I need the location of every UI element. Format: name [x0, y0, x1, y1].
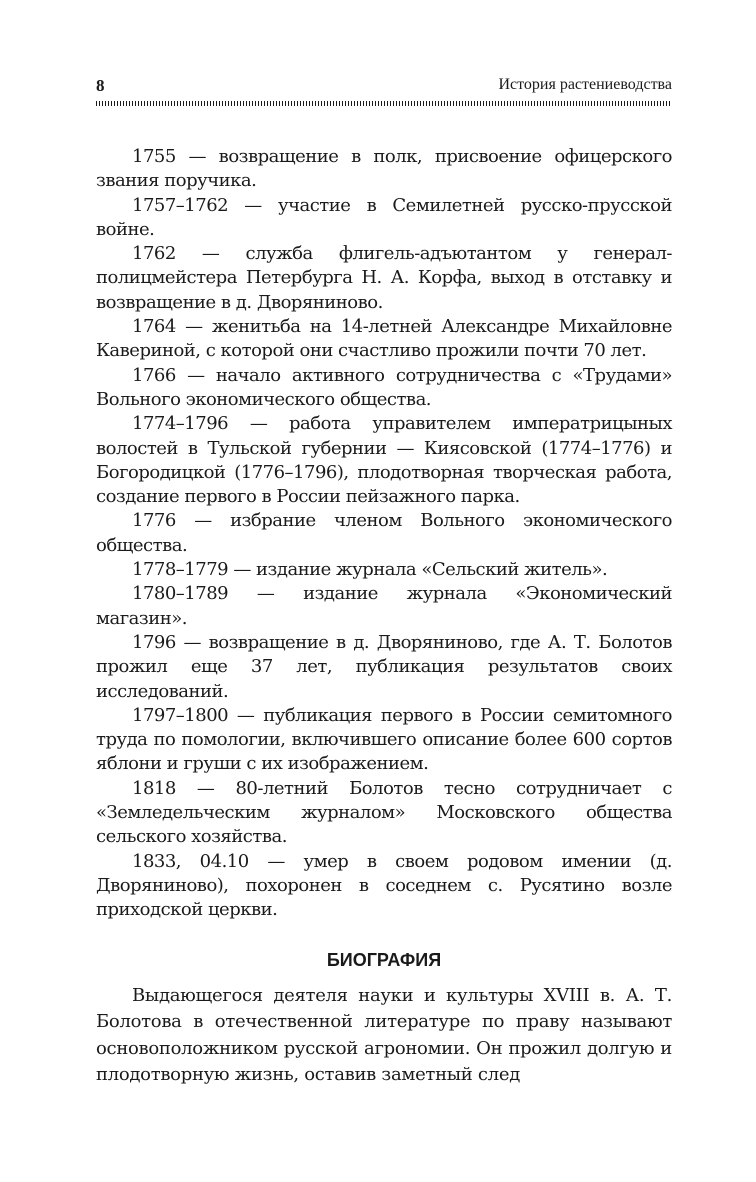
running-head	[96, 76, 672, 100]
chronology-entry-1755: 1755 — возвращение в полк, присвоение офицерского звания поручика.	[96, 146, 672, 192]
chronology-entry-1766: 1766 — начало активного сотрудничества с «Трудами» Вольного экономического общества.	[96, 364, 672, 410]
chronology-entry-1757: 1757–1762 — участие в Семилетней русско-прусской войне.	[96, 194, 672, 240]
chronology-list	[96, 145, 672, 923]
chronology-entry-1778: 1778–1779 — издание журнала «Сельский житель».	[132, 559, 608, 581]
chronology-entry-1780: 1780–1789 — издание журнала «Экономический магазин».	[96, 583, 672, 629]
chronology-entry-1774: 1774–1796 — работа управителем императрицыных волостей в Тульской губернии — Киясовской (1774–1776) и Богородицкой (1776–1796), плодотворная творческая работа, создание первого в России пейзажного парка.	[96, 413, 672, 508]
chronology-entry-1833: 1833, 04.10 — умер в своем родовом имении (д. Дворяниново), похоронен в соседнем с. Русятино возле приходской церкви.	[96, 850, 672, 921]
biography-section	[96, 983, 672, 1089]
chronology-entry-1764: 1764 — женитьба на 14-летней Александре Михайловне Кавериной, с которой они счастливо прожили почти 70 лет.	[96, 316, 672, 362]
chronology-entry-1796: 1796 — возвращение в д. Дворяниново, где А. Т. Болотов прожил еще 37 лет, публикация результатов своих исследований.	[96, 631, 672, 702]
chronology-entry-1762: 1762 — служба флигель-адъютантом у генерал-полицмейстера Петербурга Н. А. Корфа, выход в отставку и возвращение в д. Дворяниново.	[96, 243, 672, 313]
page-number: 8	[96, 76, 105, 95]
header-dotted-rule	[96, 101, 672, 106]
section-heading-biography: БИОГРАФИЯ	[326, 949, 442, 970]
chronology-entry-1818: 1818 — 80-летний Болотов тесно сотрудничает с «Земледельческим журналом» Московского общества сельского хозяйства.	[96, 777, 672, 848]
chronology-entry-1797: 1797–1800 — публикация первого в России семитомного труда по помологии, включившего описание более 600 сортов яблони и груши с их изображением.	[96, 704, 672, 775]
chronology-entry-1776: 1776 — избрание членом Вольного экономического общества.	[96, 510, 672, 556]
page-content	[96, 145, 672, 1089]
biography-paragraph: Выдающегося деятеля науки и культуры XVIII в. А. Т. Болотова в отечественной литературе по праву называют основоположником русской агрономии. Он прожил долгую и плодотворную жизнь, оставив заметный след	[96, 984, 672, 1085]
running-title: История растениеводства	[498, 76, 672, 93]
